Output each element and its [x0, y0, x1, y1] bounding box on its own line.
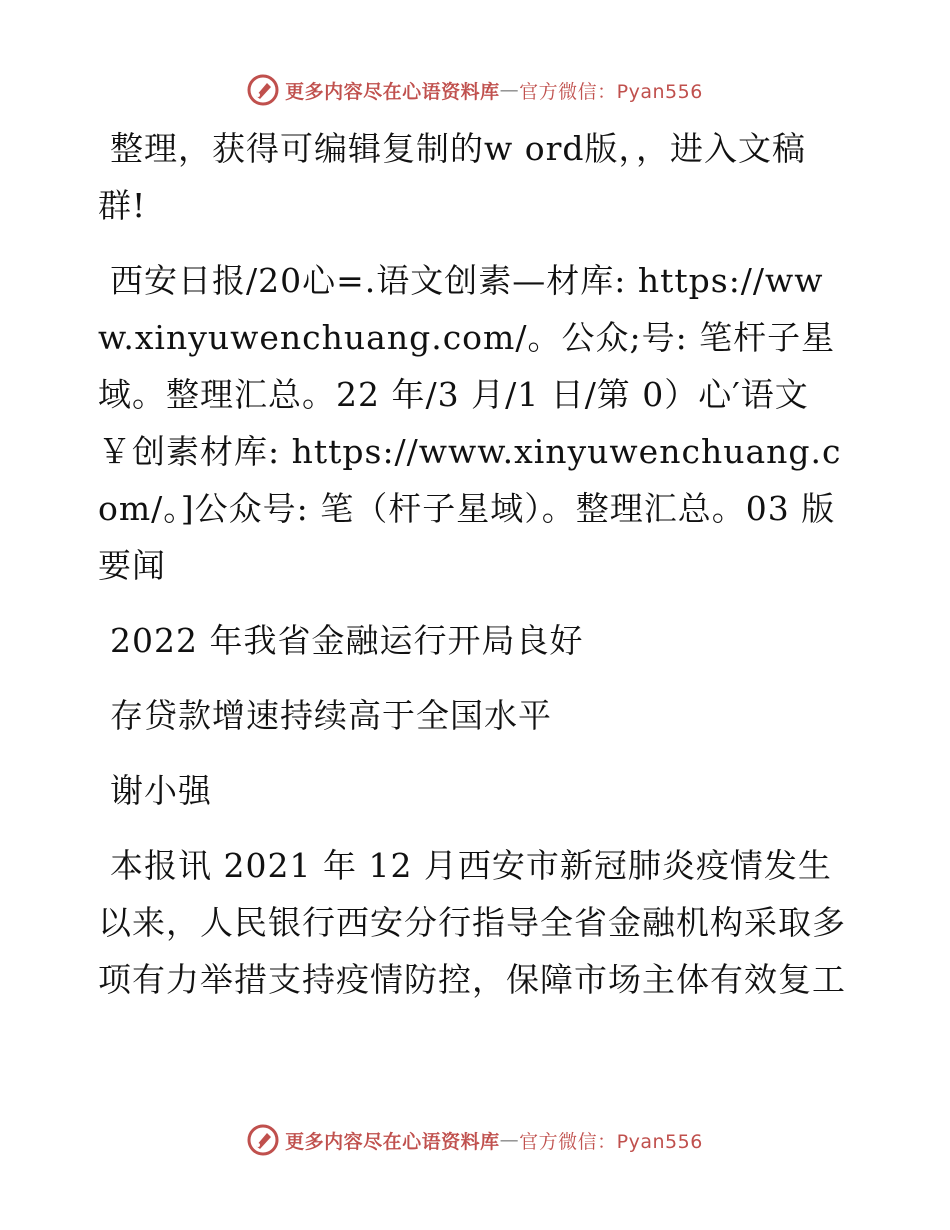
banner-wechat: 官方微信：Pyan556 — [519, 1130, 703, 1153]
intro-paragraph: 整理，获得可编辑复制的w ord版，，进入文稿群! — [98, 129, 807, 225]
banner-site-name: 更多内容尽在心语资料库 — [285, 80, 500, 103]
document-body — [98, 120, 852, 1026]
source-paragraph: 西安日报/20心=.语文创素—材库: https://www.xinyuwenchuang.com/。公众;号: 笔杆子星域。整理汇总。22 年/3 月/1 日/第 0）心′语文￥创素材库: https://www.xinyuwenchuang.com/。]公众号: 笔（杆子星域）。整理汇总。03 版要闻 — [98, 261, 842, 585]
banner-separator: — — [499, 1129, 520, 1151]
footer-banner — [0, 1120, 950, 1160]
article-subheadline: 存贷款增速持续高于全国水平 — [110, 696, 552, 735]
article-headline: 2022 年我省金融运行开局良好 — [110, 621, 584, 660]
banner-wechat: 官方微信：Pyan556 — [519, 80, 703, 103]
banner-separator: — — [499, 79, 520, 101]
article-author: 谢小强 — [110, 771, 212, 810]
header-banner — [0, 70, 950, 110]
article-body-paragraph: 本报讯 2021 年 12 月西安市新冠肺炎疫情发生以来，人民银行西安分行指导全省金融机构采取多项有力举措支持疫情防控，保障市场主体有效复工 — [98, 846, 846, 999]
banner-site-name: 更多内容尽在心语资料库 — [285, 1130, 500, 1153]
brand-logo-icon — [247, 1124, 279, 1156]
brand-logo-icon — [247, 74, 279, 106]
